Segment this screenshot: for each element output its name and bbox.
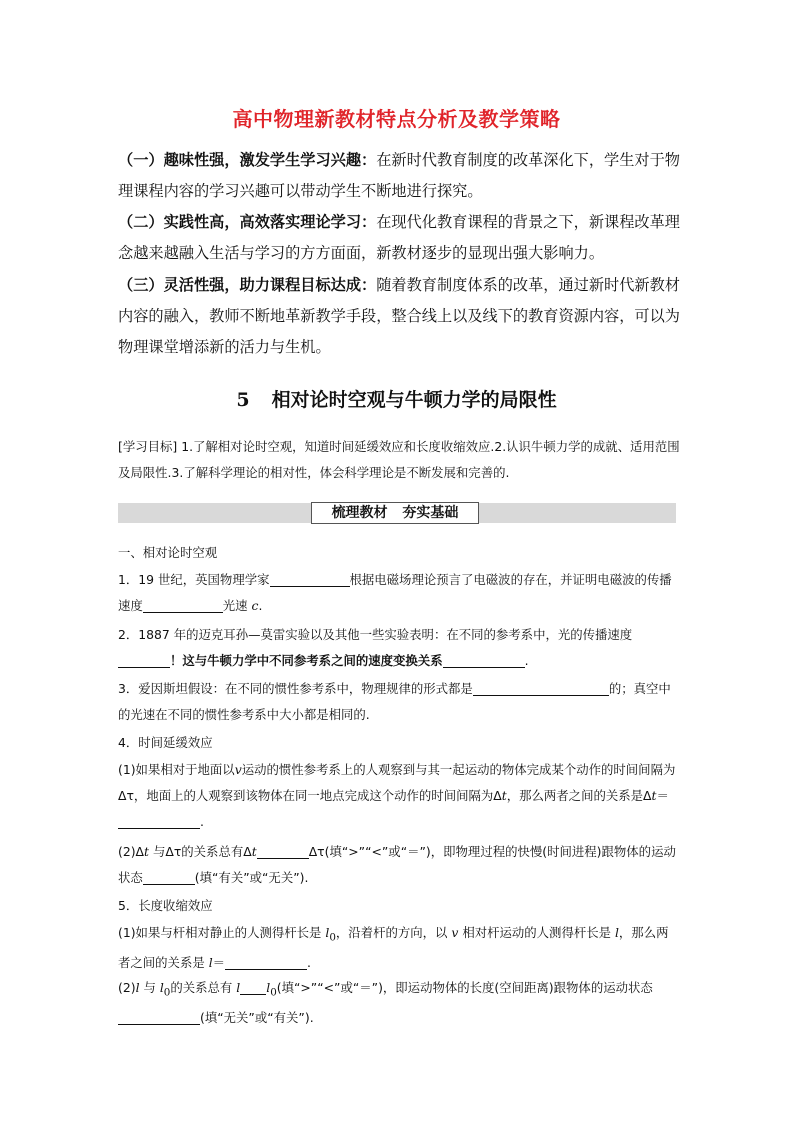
answer-blank[interactable]: [143, 598, 223, 613]
question-4-2: (2)Δt 与Δτ的关系总有Δt Δτ(填“>”“<”或“＝”)，即物理过程的快慢(时间进程)跟物体的运动状态 (填“有关”或“无关”).: [118, 844, 676, 885]
answer-blank[interactable]: [225, 955, 307, 970]
question-5-2: (2)l 与 $l_0$的关系总有 l $l_0$(填“>”“<”或“＝”)，即运动物体的长度(空间距离)跟物体的运动状态(填“无关”或“有关”).: [118, 980, 653, 1026]
chapter-number: 5: [236, 389, 250, 411]
section-heading-5: 5．长度收缩效应: [118, 898, 213, 913]
answer-blank[interactable]: [118, 653, 170, 668]
section-banner-label: 梳理教材 夯实基础: [311, 502, 479, 524]
answer-blank[interactable]: [118, 1010, 200, 1025]
learning-goals: [学习目标] 1.了解相对论时空观，知道时间延缓效应和长度收缩效应.2.认识牛顿力学的成就、适用范围及局限性.3.了解科学理论的相对性，体会科学理论是不断发展和完善的.: [118, 439, 680, 480]
intro-heading-2: （二）实践性高，高效落实理论学习：: [118, 213, 377, 231]
answer-blank[interactable]: [473, 681, 609, 696]
intro-heading-3: （三）灵活性强，助力课程目标达成：: [118, 276, 377, 294]
question-4-1: (1)如果相对于地面以v运动的惯性参考系上的人观察到与其一起运动的物体完成某个动作的时间间隔为Δτ，地面上的人观察到该物体在同一地点完成这个动作的时间间隔为Δt，那么两者之间的关系是Δt＝.: [118, 762, 676, 829]
answer-blank[interactable]: [257, 844, 309, 859]
page-title: 高中物理新教材特点分析及教学策略: [232, 107, 561, 131]
learning-goals-label: [学习目标]: [118, 439, 178, 454]
intro-paragraph-1: （一）趣味性强，激发学生学习兴趣：在新时代教育制度的改革深化下，学生对于物理课程内容的学习兴趣可以带动学生不断地进行探究。: [118, 151, 680, 200]
section-heading-4: 4．时间延缓效应: [118, 735, 213, 750]
answer-blank[interactable]: [270, 572, 350, 587]
intro-heading-1: （一）趣味性强，激发学生学习兴趣：: [118, 151, 377, 169]
answer-blank[interactable]: [118, 814, 200, 829]
intro-paragraph-3: （三）灵活性强，助力课程目标达成：随着教育制度体系的改革，通过新时代新教材内容的融入，教师不断地革新教学手段，整合线上以及线下的教育资源内容，可以为物理课堂增添新的活力与生机。: [118, 276, 680, 356]
intro-paragraph-2: （二）实践性高，高效落实理论学习：在现代化教育课程的背景之下，新课程改革理念越来越融入生活与学习的方方面面，新教材逐步的显现出强大影响力。: [118, 213, 680, 262]
question-5-1: (1)如果与杆相对静止的人测得杆长是 $l_0$，沿着杆的方向，以 v 相对杆运动的人测得杆长是 l，那么两者之间的关系是 l＝ .: [118, 925, 669, 971]
answer-blank[interactable]: [143, 870, 195, 885]
chapter-title: 相对论时空观与牛顿力学的局限性: [271, 389, 557, 411]
question-2: 2．1887 年的迈克耳孙—莫雷实验以及其他一些实验表明：在不同的参考系中，光的传播速度！这与牛顿力学中不同参考系之间的速度变换关系 .: [118, 627, 633, 668]
answer-blank[interactable]: [240, 980, 266, 995]
question-1: 1．19 世纪，英国物理学家 根据电磁场理论预言了电磁波的存在，并证明电磁波的传播速度 光速 c.: [118, 572, 672, 613]
answer-blank[interactable]: [443, 653, 525, 668]
chapter-heading: [0, 385, 793, 412]
section-heading-1: 一、相对论时空观: [118, 545, 218, 560]
section-banner: [118, 503, 676, 523]
question-3: 3．爱因斯坦假设：在不同的惯性参考系中，物理规律的形式都是 的；真空中的光速在不同的惯性参考系中大小都是相同的.: [118, 681, 671, 722]
